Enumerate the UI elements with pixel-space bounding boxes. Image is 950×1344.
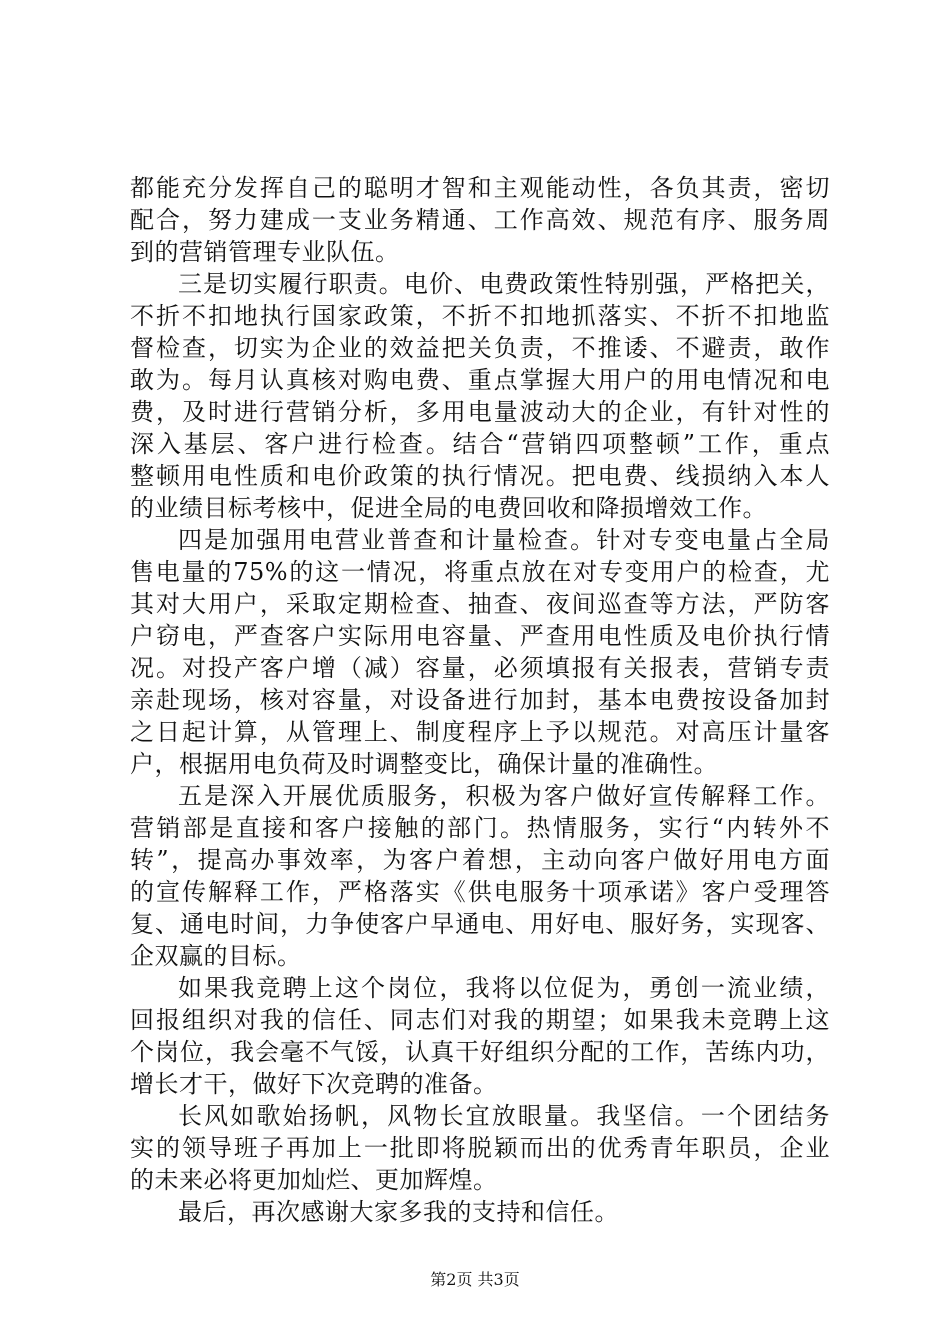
text-line: 的业绩目标考核中，促进全局的电费回收和降损增效工作。 bbox=[130, 494, 767, 522]
text-line: 亲赴现场，核对容量，对设备进行加封，基本电费按设备加封 bbox=[130, 686, 830, 714]
text-line: 深入基层、客户进行检查。结合“营销四项整顿”工作，重点 bbox=[130, 430, 830, 458]
document-body bbox=[130, 172, 830, 1228]
text-line: 户，根据用电负荷及时调整变比，确保计量的准确性。 bbox=[130, 750, 718, 778]
text-line: 之日起计算，从管理上、制度程序上予以规范。对高压计量客 bbox=[130, 718, 830, 746]
text-line: 实的领导班子再加上一批即将脱颖而出的优秀青年职员，企业 bbox=[130, 1134, 830, 1162]
text-line: 个岗位，我会毫不气馁，认真干好组织分配的工作，苦练内功， bbox=[130, 1038, 830, 1066]
text-line: 售电量的75%的这一情况，将重点放在对专变用户的检查，尤 bbox=[130, 558, 830, 586]
page-footer: 第2页 共3页 bbox=[430, 1270, 520, 1289]
text-line: 配合，努力建成一支业务精通、工作高效、规范有序、服务周 bbox=[130, 206, 830, 234]
text-line: 督检查，切实为企业的效益把关负责，不推诿、不避责，敢作 bbox=[130, 334, 830, 362]
text-line: 企双赢的目标。 bbox=[130, 942, 302, 970]
text-line: 复、通电时间，力争使客户早通电、用好电、服好务，实现客、 bbox=[130, 910, 830, 938]
text-line: 三是切实履行职责。电价、电费政策性特别强，严格把关， bbox=[178, 270, 830, 298]
text-line: 到的营销管理专业队伍。 bbox=[130, 238, 400, 266]
text-line: 转”，提高办事效率，为客户着想，主动向客户做好用电方面 bbox=[130, 846, 830, 874]
text-line: 户窃电，严查客户实际用电容量、严查用电性质及电价执行情 bbox=[130, 622, 830, 650]
text-line: 四是加强用电营业普查和计量检查。针对专变电量占全局 bbox=[178, 526, 830, 554]
text-line: 况。对投产客户增（减）容量，必须填报有关报表，营销专责 bbox=[130, 654, 830, 682]
text-line: 长风如歌始扬帆，风物长宜放眼量。我坚信。一个团结务 bbox=[178, 1102, 830, 1130]
text-line: 的宣传解释工作，严格落实《供电服务十项承诺》客户受理答 bbox=[130, 878, 830, 906]
text-line: 增长才干，做好下次竞聘的准备。 bbox=[130, 1070, 498, 1098]
text-line: 不折不扣地执行国家政策，不折不扣地抓落实、不折不扣地监 bbox=[130, 302, 830, 330]
text-line: 敢为。每月认真核对购电费、重点掌握大用户的用电情况和电 bbox=[130, 366, 830, 394]
text-line: 如果我竞聘上这个岗位，我将以位促为，勇创一流业绩， bbox=[178, 974, 830, 1002]
text-line: 都能充分发挥自己的聪明才智和主观能动性，各负其责，密切 bbox=[130, 174, 830, 202]
text-line: 费，及时进行营销分析，多用电量波动大的企业，有针对性的 bbox=[130, 398, 830, 426]
text-line: 回报组织对我的信任、同志们对我的期望；如果我未竞聘上这 bbox=[130, 1006, 830, 1034]
text-line: 整顿用电性质和电价政策的执行情况。把电费、线损纳入本人 bbox=[130, 462, 830, 490]
text-line: 其对大用户，采取定期检查、抽查、夜间巡查等方法，严防客 bbox=[130, 590, 830, 618]
text-line: 营销部是直接和客户接触的部门。热情服务，实行“内转外不 bbox=[130, 814, 830, 842]
text-line: 五是深入开展优质服务，积极为客户做好宣传解释工作。 bbox=[178, 782, 830, 810]
text-line: 的未来必将更加灿烂、更加辉煌。 bbox=[130, 1166, 498, 1194]
text-line: 最后，再次感谢大家多我的支持和信任。 bbox=[178, 1198, 619, 1226]
